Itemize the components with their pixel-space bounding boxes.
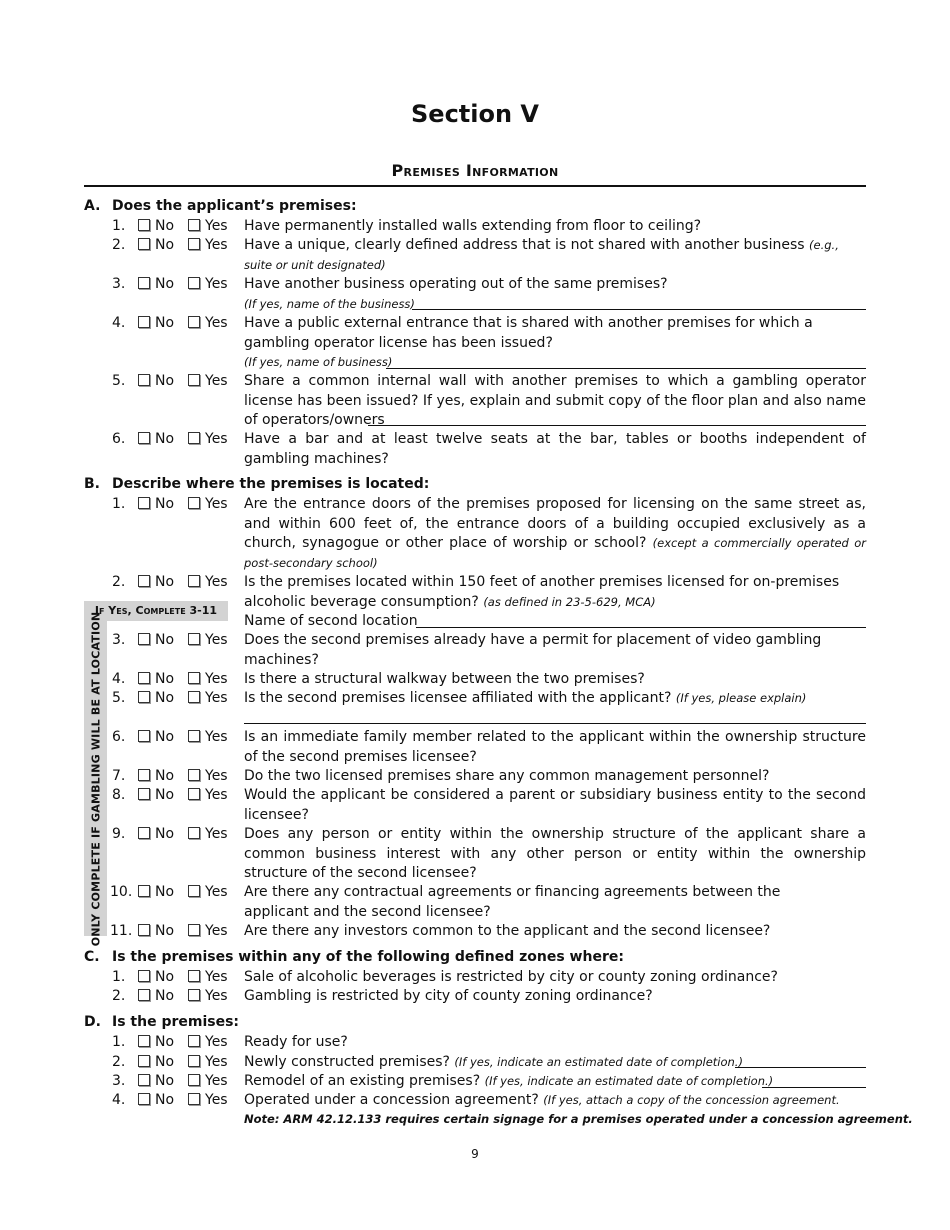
operators-owners-input[interactable]	[368, 425, 866, 426]
section-title: Section V	[411, 100, 539, 128]
no-checkbox[interactable]	[138, 277, 150, 289]
answer-options	[138, 825, 228, 845]
yes-checkbox[interactable]	[188, 769, 200, 781]
question-number: 3.	[112, 632, 126, 648]
remodel-date-input[interactable]	[762, 1087, 866, 1088]
question-number: 4.	[112, 671, 126, 687]
yes-checkbox[interactable]	[188, 924, 200, 936]
question-text	[244, 314, 844, 373]
yes-checkbox[interactable]	[188, 885, 200, 897]
question-text	[244, 689, 866, 709]
question-main-text: Is the premises located within 150 feet of another premises licensed for on-premises alcoholic beverage consumption?	[244, 574, 840, 610]
answer-options	[138, 968, 228, 988]
question-number: 1.	[112, 218, 126, 234]
no-label: No	[155, 315, 175, 331]
question-number: 4.	[112, 315, 126, 331]
no-label: No	[155, 969, 175, 985]
section-letter: A.	[84, 198, 101, 214]
completion-date-input[interactable]	[735, 1067, 866, 1068]
no-checkbox[interactable]	[138, 374, 150, 386]
yes-label: Yes	[205, 218, 228, 234]
answer-options	[138, 922, 228, 942]
section-subtitle: Premises Information	[391, 161, 559, 180]
no-label: No	[155, 787, 175, 803]
question-note: (e.g., suite or unit designated)	[244, 238, 839, 272]
no-checkbox[interactable]	[138, 691, 150, 703]
yes-label: Yes	[205, 969, 228, 985]
yes-checkbox[interactable]	[188, 970, 200, 982]
question-text	[244, 573, 844, 632]
yes-label: Yes	[205, 1034, 228, 1050]
question-number: 11.	[110, 923, 133, 939]
yes-label: Yes	[205, 671, 228, 687]
question-text: Is there a structural walkway between the two premises?	[244, 671, 645, 687]
question-number: 3.	[112, 1073, 126, 1089]
no-label: No	[155, 373, 175, 389]
second-location-label: Name of second location	[244, 613, 418, 629]
question-text	[244, 1053, 866, 1073]
question-text: Ready for use?	[244, 1034, 348, 1050]
answer-options	[138, 275, 228, 295]
answer-options	[138, 1053, 228, 1073]
question-number: 10.	[110, 884, 133, 900]
question-note: (If yes, indicate an estimated date of completion.)	[484, 1074, 774, 1088]
yes-checkbox[interactable]	[188, 633, 200, 645]
no-label: No	[155, 826, 175, 842]
answer-options	[138, 314, 228, 334]
question-text: Is an immediate family member related to the applicant within the ownership structure of the second premises licensee?	[244, 729, 866, 765]
second-location-input[interactable]	[416, 627, 866, 628]
no-checkbox[interactable]	[138, 970, 150, 982]
no-label: No	[155, 884, 175, 900]
business-name-input[interactable]	[412, 309, 866, 310]
question-text: Are there any investors common to the applicant and the second licensee?	[244, 923, 771, 939]
answer-options	[138, 987, 228, 1007]
question-text	[244, 1091, 866, 1111]
yes-label: Yes	[205, 1073, 228, 1089]
question-text: Would the applicant be considered a parent or subsidiary business entity to the second licensee?	[244, 787, 866, 823]
yes-label: Yes	[205, 884, 228, 900]
section-a-heading	[84, 198, 357, 214]
question-main-text: Have a public external entrance that is shared with another premises for which a gambling operator license has been issued?	[244, 315, 813, 351]
yes-label: Yes	[205, 768, 228, 784]
yes-label: Yes	[205, 632, 228, 648]
question-main-text: Is the second premises licensee affiliated with the applicant?	[244, 690, 672, 706]
question-number: 2.	[112, 237, 126, 253]
question-number: 1.	[112, 969, 126, 985]
question-main-text: Newly constructed premises?	[244, 1054, 450, 1070]
yes-checkbox[interactable]	[188, 1055, 200, 1067]
no-checkbox[interactable]	[138, 497, 150, 509]
no-checkbox[interactable]	[138, 1093, 150, 1105]
yes-label: Yes	[205, 496, 228, 512]
section-letter: B.	[84, 476, 100, 492]
no-checkbox[interactable]	[138, 989, 150, 1001]
no-checkbox[interactable]	[138, 238, 150, 250]
question-number: 6.	[112, 729, 126, 745]
question-number: 1.	[112, 496, 126, 512]
question-main-text: Are the entrance doors of the premises proposed for licensing on the same street as, and within 600 feet of, the entrance doors of a building occupied exclusively as a church, synagogue or other place of worship or school?	[244, 496, 866, 551]
question-note: (If yes, please explain)	[675, 691, 807, 705]
question-number: 6.	[112, 431, 126, 447]
question-text: Gambling is restricted by city of county zoning ordinance?	[244, 988, 653, 1004]
question-text	[244, 1072, 866, 1092]
yes-checkbox[interactable]	[188, 374, 200, 386]
question-text: Does the second premises already have a permit for placement of video gambling machines?	[244, 632, 822, 668]
no-checkbox[interactable]	[138, 316, 150, 328]
no-label: No	[155, 496, 175, 512]
section-heading-text: Is the premises within any of the following defined zones where:	[112, 949, 624, 965]
yes-checkbox[interactable]	[188, 691, 200, 703]
answer-options	[138, 728, 228, 748]
yes-checkbox[interactable]	[188, 497, 200, 509]
yes-checkbox[interactable]	[188, 277, 200, 289]
answer-options	[138, 1072, 228, 1092]
no-label: No	[155, 431, 175, 447]
no-label: No	[155, 690, 175, 706]
answer-options	[138, 689, 228, 709]
no-label: No	[155, 632, 175, 648]
no-checkbox[interactable]	[138, 219, 150, 231]
yes-label: Yes	[205, 373, 228, 389]
no-checkbox[interactable]	[138, 432, 150, 444]
question-text	[244, 236, 866, 275]
answer-options	[138, 883, 228, 903]
answer-options	[138, 236, 228, 256]
no-label: No	[155, 671, 175, 687]
yes-checkbox[interactable]	[188, 1074, 200, 1086]
no-label: No	[155, 988, 175, 1004]
section-d-heading	[84, 1014, 239, 1030]
answer-options	[138, 1033, 228, 1053]
affiliation-explanation-input[interactable]	[244, 723, 866, 724]
yes-label: Yes	[205, 276, 228, 292]
yes-checkbox[interactable]	[188, 575, 200, 587]
no-label: No	[155, 1034, 175, 1050]
answer-options	[138, 217, 228, 237]
question-text	[244, 495, 866, 573]
question-text: Does any person or entity within the ownership structure of the applicant share a common business interest with any other person or entity within the ownership structure of the second licensee?	[244, 826, 866, 881]
section-c-heading	[84, 949, 624, 965]
yes-label: Yes	[205, 988, 228, 1004]
section-heading-text: Is the premises:	[112, 1014, 240, 1030]
if-yes-complete-label: If Yes, Complete 3-11	[84, 601, 228, 621]
no-checkbox[interactable]	[138, 924, 150, 936]
no-label: No	[155, 729, 175, 745]
sidebar-text: ONLY COMPLETE IF GAMBLING WILL BE AT LOCATION	[89, 611, 102, 946]
yes-label: Yes	[205, 923, 228, 939]
answer-options	[138, 631, 228, 651]
yes-label: Yes	[205, 787, 228, 803]
no-checkbox[interactable]	[138, 672, 150, 684]
question-number: 8.	[112, 787, 126, 803]
yes-checkbox[interactable]	[188, 432, 200, 444]
section-heading-text: Describe where the premises is located:	[112, 476, 430, 492]
question-text: Share a common internal wall with another premises to which a gambling operator license has been issued? If yes, explain and submit copy of the floor plan and also name of operators/owners	[244, 373, 866, 428]
question-number: 9.	[112, 826, 126, 842]
answer-options	[138, 1091, 228, 1111]
answer-options	[138, 786, 228, 806]
yes-label: Yes	[205, 729, 228, 745]
gambling-only-sidebar	[84, 611, 107, 946]
yes-label: Yes	[205, 237, 228, 253]
yes-checkbox[interactable]	[188, 827, 200, 839]
question-text: Do the two licensed premises share any common management personnel?	[244, 768, 770, 784]
question-main-text: Have another business operating out of the same premises?	[244, 276, 668, 292]
yes-checkbox[interactable]	[188, 238, 200, 250]
no-label: No	[155, 1054, 175, 1070]
yes-checkbox[interactable]	[188, 989, 200, 1001]
signage-note: Note: ARM 42.12.133 requires certain signage for a premises operated under a concession agreement.	[244, 1112, 913, 1126]
yes-label: Yes	[205, 1092, 228, 1108]
yes-label: Yes	[205, 826, 228, 842]
section-letter: C.	[84, 949, 100, 965]
question-number: 4.	[112, 1092, 126, 1108]
section-letter: D.	[84, 1014, 101, 1030]
yes-checkbox[interactable]	[188, 219, 200, 231]
section-heading-text: Does the applicant’s premises:	[112, 198, 357, 214]
question-text: Are there any contractual agreements or financing agreements between the applicant and the second licensee?	[244, 884, 781, 920]
yes-checkbox[interactable]	[188, 788, 200, 800]
no-label: No	[155, 574, 175, 590]
shared-entrance-business-input[interactable]	[386, 368, 866, 369]
no-checkbox[interactable]	[138, 1074, 150, 1086]
yes-label: Yes	[205, 1054, 228, 1070]
question-number: 2.	[112, 988, 126, 1004]
no-checkbox[interactable]	[138, 1055, 150, 1067]
no-label: No	[155, 1073, 175, 1089]
question-note: (except a commercially operated or post-secondary school)	[244, 536, 867, 570]
question-number: 2.	[112, 1054, 126, 1070]
yes-checkbox[interactable]	[188, 672, 200, 684]
question-main-text: Operated under a concession agreement?	[244, 1092, 539, 1108]
no-checkbox[interactable]	[138, 575, 150, 587]
question-number: 3.	[112, 276, 126, 292]
question-number: 7.	[112, 768, 126, 784]
no-label: No	[155, 1092, 175, 1108]
question-text: Sale of alcoholic beverages is restricted by city or county zoning ordinance?	[244, 969, 778, 985]
question-note: (If yes, name of business)	[244, 355, 393, 369]
no-checkbox[interactable]	[138, 730, 150, 742]
no-checkbox[interactable]	[138, 788, 150, 800]
answer-options	[138, 430, 228, 450]
answer-options	[138, 670, 228, 690]
question-text: Have a bar and at least twelve seats at the bar, tables or booths independent of gambling machines?	[244, 431, 866, 467]
answer-options	[138, 495, 228, 515]
question-number: 5.	[112, 690, 126, 706]
yes-label: Yes	[205, 574, 228, 590]
no-checkbox[interactable]	[138, 1035, 150, 1047]
question-note: (If yes, name of the business)	[244, 296, 415, 311]
question-number: 1.	[112, 1034, 126, 1050]
yes-checkbox[interactable]	[188, 316, 200, 328]
question-number: 5.	[112, 373, 126, 389]
page-number: 9	[471, 1147, 479, 1161]
question-note: (If yes, attach a copy of the concession agreement.	[543, 1093, 840, 1107]
question-text: Have permanently installed walls extending from floor to ceiling?	[244, 218, 702, 234]
no-label: No	[155, 276, 175, 292]
no-label: No	[155, 768, 175, 784]
title-rule	[84, 185, 866, 187]
question-main-text: Remodel of an existing premises?	[244, 1073, 481, 1089]
question-main-text: Have a unique, clearly defined address that is not shared with another business	[244, 237, 805, 253]
answer-options	[138, 767, 228, 787]
answer-options	[138, 573, 228, 593]
no-checkbox[interactable]	[138, 769, 150, 781]
no-checkbox[interactable]	[138, 885, 150, 897]
no-checkbox[interactable]	[138, 633, 150, 645]
answer-options	[138, 372, 228, 392]
no-label: No	[155, 218, 175, 234]
question-number: 2.	[112, 574, 126, 590]
no-checkbox[interactable]	[138, 827, 150, 839]
no-label: No	[155, 237, 175, 253]
question-note: (If yes, indicate an estimated date of completion.)	[454, 1055, 743, 1069]
yes-label: Yes	[205, 315, 228, 331]
yes-label: Yes	[205, 690, 228, 706]
yes-checkbox[interactable]	[188, 730, 200, 742]
yes-label: Yes	[205, 431, 228, 447]
question-note: (as defined in 23-5-629, MCA)	[483, 594, 656, 609]
yes-checkbox[interactable]	[188, 1093, 200, 1105]
yes-checkbox[interactable]	[188, 1035, 200, 1047]
no-label: No	[155, 923, 175, 939]
section-b-heading	[84, 476, 429, 492]
